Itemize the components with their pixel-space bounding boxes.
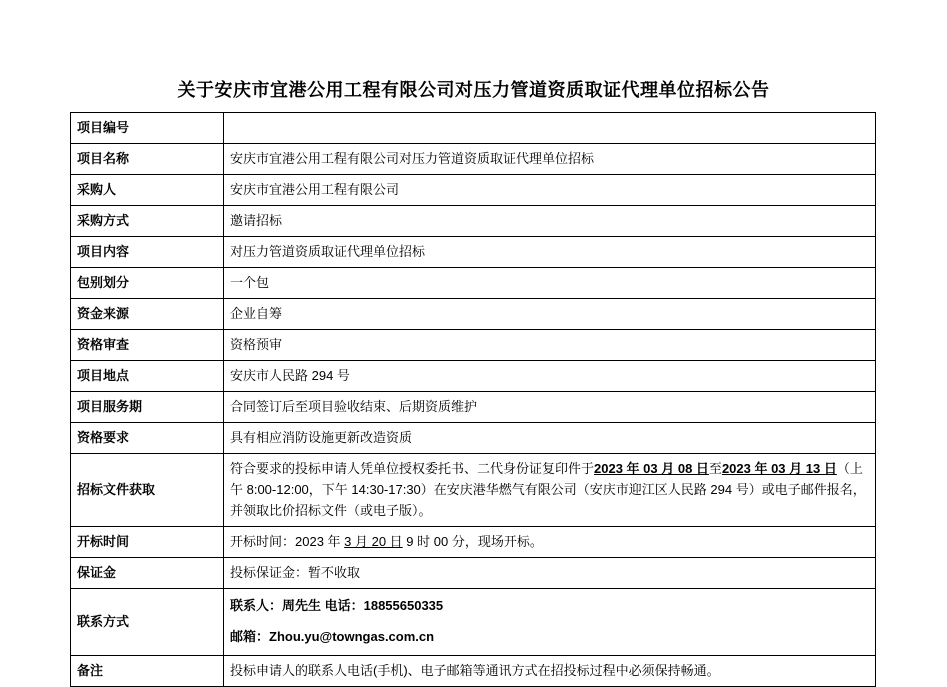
row-value-remark: 投标申请人的联系人电话(手机)、电子邮箱等通讯方式在招投标过程中必须保持畅通。 — [224, 656, 876, 687]
row-value-package-division: 一个包 — [224, 268, 876, 299]
table-row — [71, 237, 876, 268]
table-row — [71, 454, 876, 527]
row-value-project-content: 对压力管道资质取证代理单位招标 — [224, 237, 876, 268]
table-row — [71, 392, 876, 423]
table-row — [71, 330, 876, 361]
row-label-remark: 备注 — [71, 656, 224, 687]
table-row — [71, 299, 876, 330]
row-label-funding-source: 资金来源 — [71, 299, 224, 330]
row-value-project-name: 安庆市宜港公用工程有限公司对压力管道资质取证代理单位招标 — [224, 144, 876, 175]
table-row — [71, 656, 876, 687]
table-row — [71, 558, 876, 589]
row-value-procurement-method: 邀请招标 — [224, 206, 876, 237]
bidopen-post: 9 时 00 分，现场开标。 — [402, 533, 543, 549]
row-label-contact: 联系方式 — [71, 589, 224, 656]
row-label-qualification-requirement: 资格要求 — [71, 423, 224, 454]
row-label-purchaser: 采购人 — [71, 175, 224, 206]
row-label-project-content: 项目内容 — [71, 237, 224, 268]
acquire-date-end: 2023 年 03 月 13 日 — [721, 461, 837, 476]
table-row — [71, 144, 876, 175]
row-value-project-location: 安庆市人民路 294 号 — [224, 361, 876, 392]
row-value-bid-opening-time — [224, 527, 876, 558]
row-value-project-number — [224, 113, 876, 144]
row-value-contact — [224, 589, 876, 656]
row-label-qualification-review: 资格审查 — [71, 330, 224, 361]
row-label-deposit: 保证金 — [71, 558, 224, 589]
acquire-mid: 至 — [708, 461, 722, 476]
bidopen-pre: 开标时间：2023 年 — [230, 533, 345, 549]
row-value-deposit: 投标保证金：暂不收取 — [224, 558, 876, 589]
row-label-project-location: 项目地点 — [71, 361, 224, 392]
row-label-bid-opening-time: 开标时间 — [71, 527, 224, 558]
notice-table — [70, 112, 876, 687]
row-value-qualification-review: 资格预审 — [224, 330, 876, 361]
row-label-procurement-method: 采购方式 — [71, 206, 224, 237]
table-row — [71, 589, 876, 656]
table-row — [71, 175, 876, 206]
row-label-document-acquisition: 招标文件获取 — [71, 454, 224, 527]
row-label-project-number: 项目编号 — [71, 113, 224, 144]
row-value-service-period: 合同签订后至项目验收结束、后期资质维护 — [224, 392, 876, 423]
bidopen-date: 3 月 20 日 — [344, 533, 403, 549]
row-value-purchaser: 安庆市宜港公用工程有限公司 — [224, 175, 876, 206]
contact-person-phone: 联系人：周先生 电话：18855650335 — [230, 598, 444, 614]
acquire-part1: 符合要求的投标申请人凭单位授权委托书、二代身份证复印件于 — [230, 461, 595, 476]
contact-email: 邮箱：Zhou.yu@towngas.com.cn — [230, 629, 435, 645]
row-label-project-name: 项目名称 — [71, 144, 224, 175]
acquire-part2: （上午 8:00-12:00，下午 14:30-17:30）在安庆港华燃气有限公司（安庆市迎江区人民路 294 号）或电子邮件报名，并领取比价招标文件（或电子版）。 — [230, 461, 866, 518]
acquire-date-start: 2023 年 03 月 08 日 — [594, 461, 709, 476]
table-row — [71, 206, 876, 237]
table-row — [71, 527, 876, 558]
page-title: 关于安庆市宜港公用工程有限公司对压力管道资质取证代理单位招标公告 — [177, 80, 770, 100]
table-row — [71, 423, 876, 454]
row-label-package-division: 包别划分 — [71, 268, 224, 299]
table-row — [71, 361, 876, 392]
table-row — [71, 113, 876, 144]
row-value-funding-source: 企业自筹 — [224, 299, 876, 330]
row-label-service-period: 项目服务期 — [71, 392, 224, 423]
row-value-qualification-requirement: 具有相应消防设施更新改造资质 — [224, 423, 876, 454]
table-row — [71, 268, 876, 299]
row-value-document-acquisition — [224, 454, 876, 527]
